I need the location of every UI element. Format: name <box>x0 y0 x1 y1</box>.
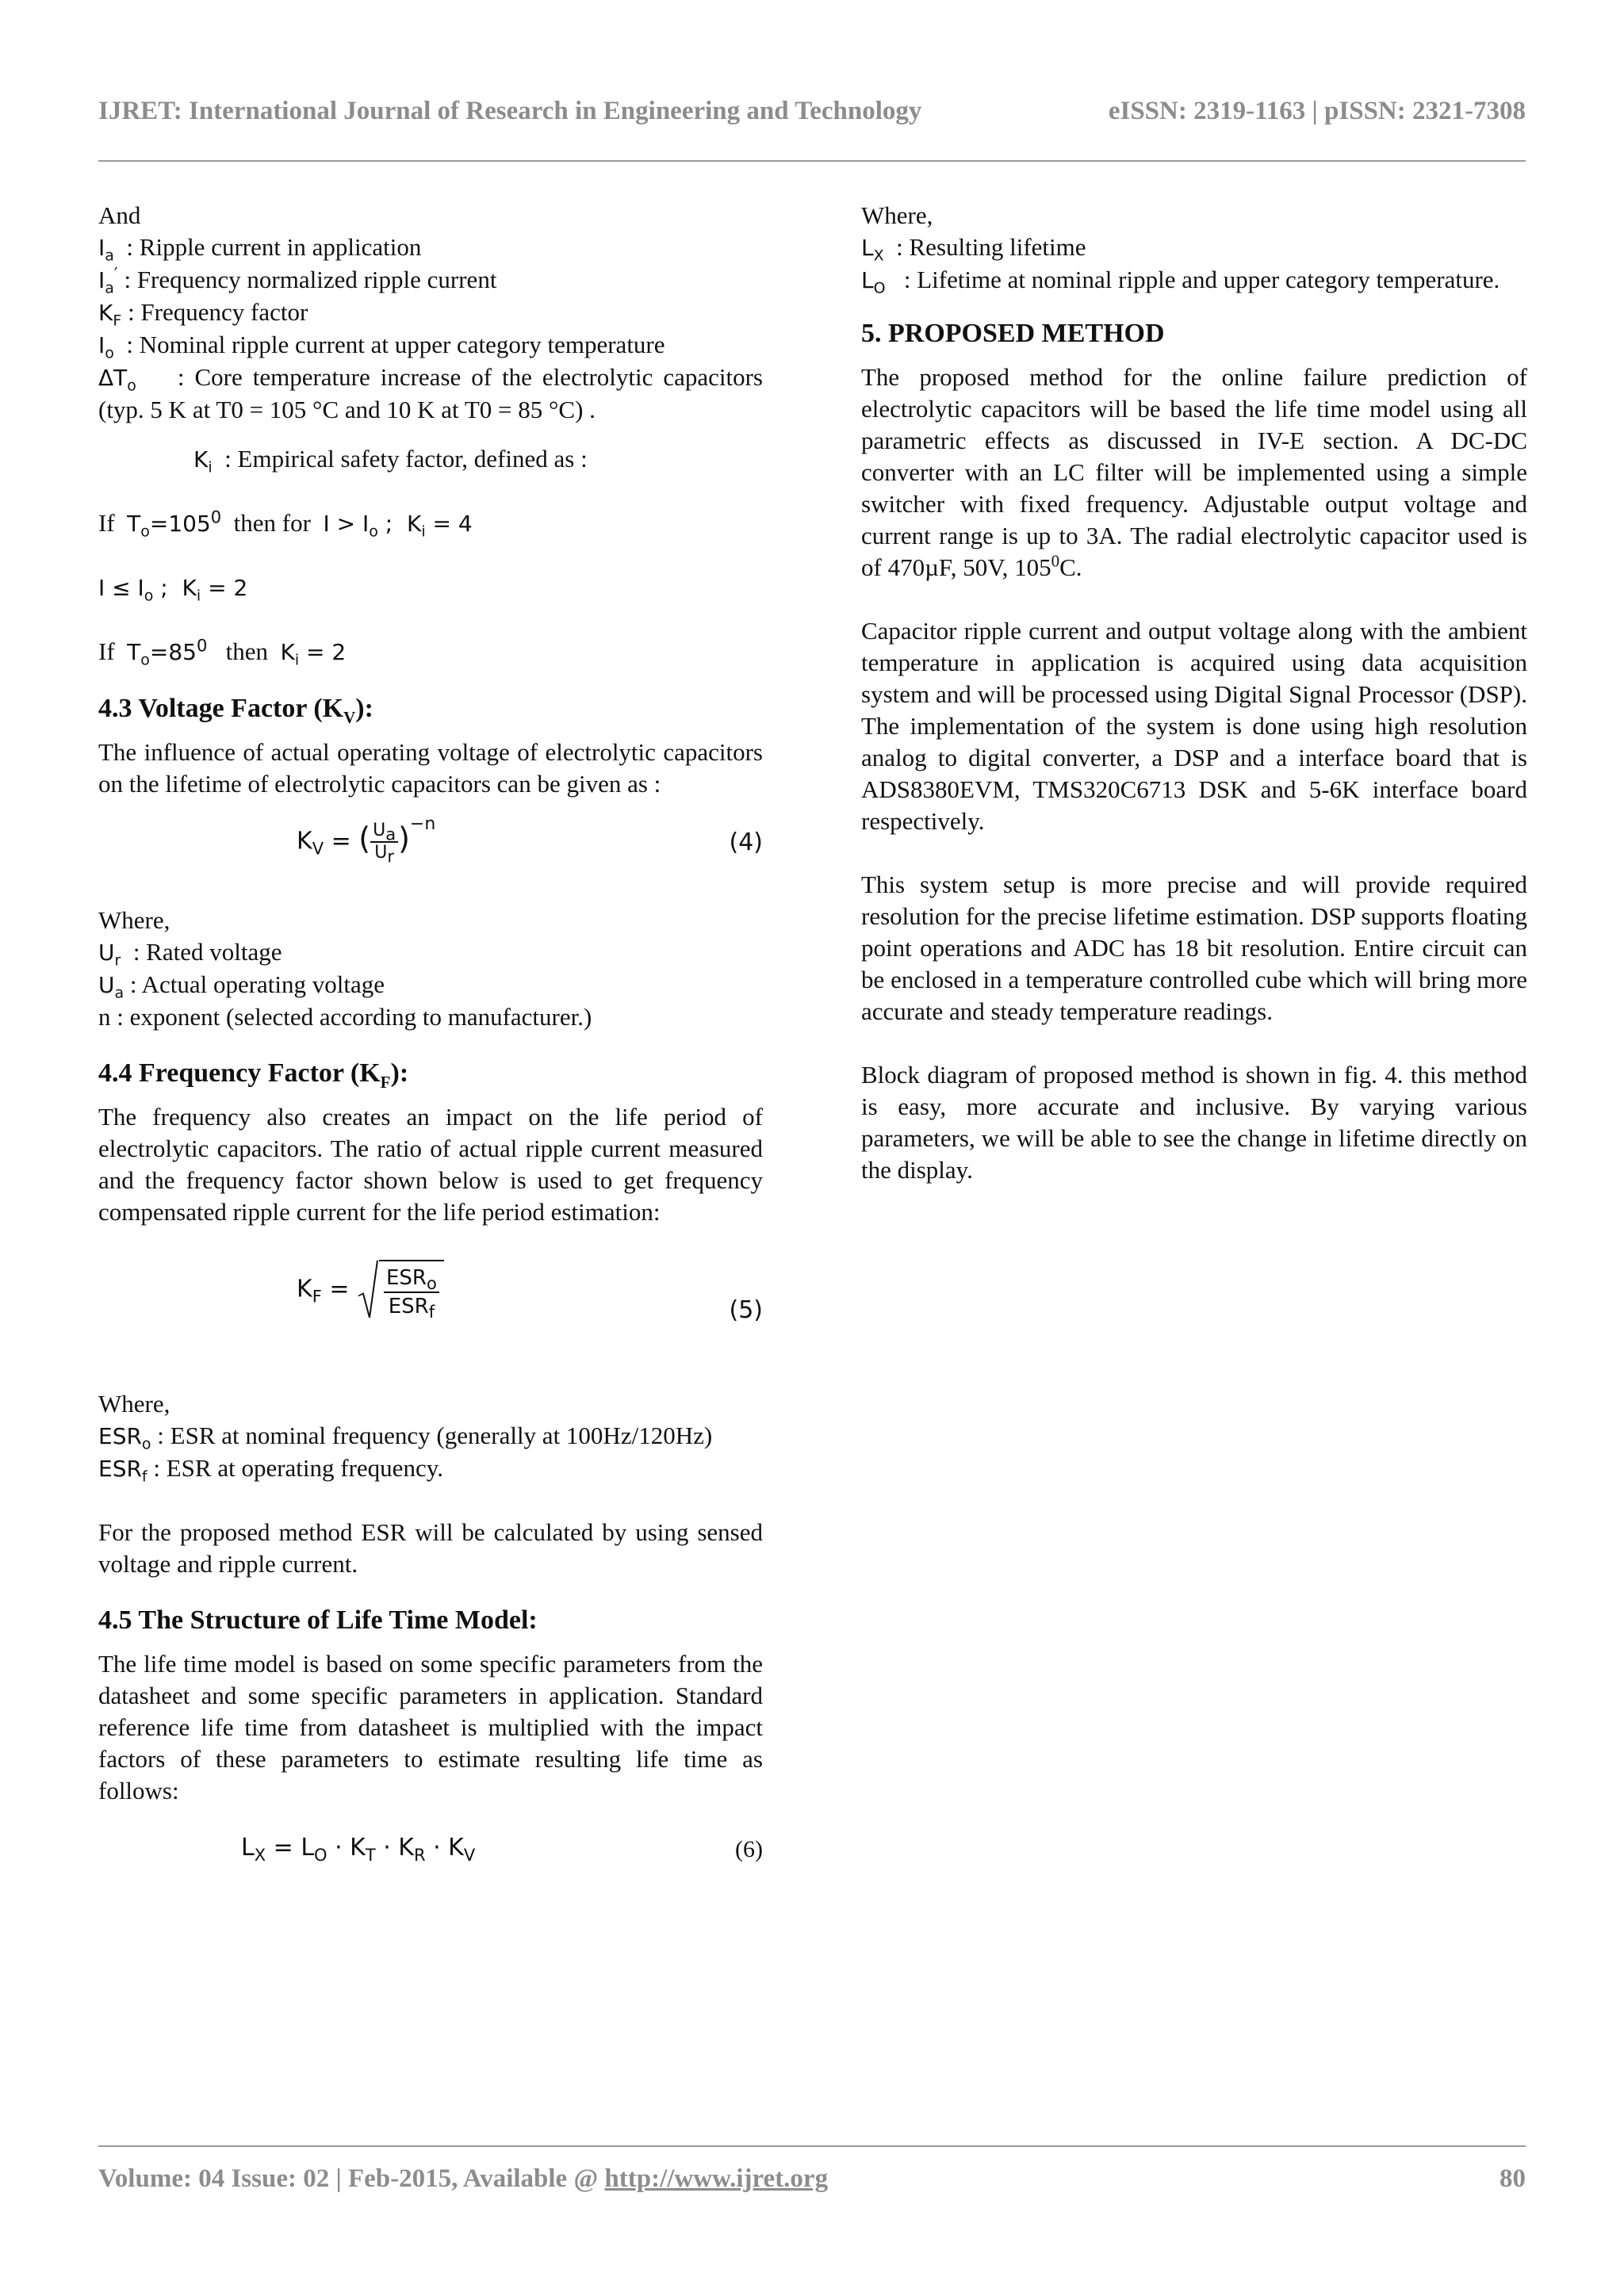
where-1: Where, <box>98 906 170 934</box>
page-number: 80 <box>1500 2164 1526 2193</box>
symbol-ia-prime: $I_a'$ <box>98 264 118 297</box>
section-5-heading: 5. PROPOSED METHOD <box>861 319 1165 348</box>
section-4-5-text: The life time model is based on some specific parameters from the datasheet and some specific parameters in application. Standard reference life time from datasheet is multiplied with the impact factors of these parameters to estimate resulting life time as follows: <box>98 1650 763 1804</box>
def-ia: $I_a$ : Ripple current in application <box>98 233 422 265</box>
def-esrf: $ESR_f$ : ESR at operating frequency. <box>98 1454 443 1486</box>
symbol-ia: $I_a$ <box>98 235 114 265</box>
journal-link[interactable]: http://www.ijret.org <box>604 2164 829 2193</box>
header-rule <box>98 160 1526 162</box>
where-2: Where, <box>98 1390 170 1418</box>
section-5-para-4: Block diagram of proposed method is shown in fig. 4. this method is easy, more accurate and inclusive. By varying various parameters, we will be able to see the change in lifetime directly on the display. <box>861 1061 1527 1184</box>
symbol-delta-to: $\Delta T_o$ <box>98 365 136 395</box>
equation-4: $K_V$ = ( $\frac{U_a}{U_r}$ )$^{-n}$ (4) <box>297 813 763 867</box>
page-footer <box>98 2164 1526 2204</box>
equation-5: $K_F$ = $\frac{ESR_o}{ESR_f}$ (5) <box>98 1246 763 1380</box>
section-5-para-3: This system setup is more precise and will provide required resolution for the precise lifetime estimation. DSP supports floating point operations and ADC has 18 bit resolution. Entire circuit can be enclosed in a temperature controlled cube which will bring more accurate and steady temperature readings. <box>861 871 1527 1025</box>
issn: eISSN: 2319-1163 | pISSN: 2321-7308 <box>1108 97 1526 125</box>
condition-2: $I \le I_o$ ; $K_i = 2$ <box>98 575 248 605</box>
def-ua: $U_a$ : Actual operating voltage <box>98 970 385 1002</box>
def-dto: $\Delta T_o$ : Core temperature increase of the electrolytic capacitors (typ. 5 K at T0 = 105 °C and 10 K at T0 = 85 °C) . <box>98 363 764 423</box>
left-column <box>98 200 763 1888</box>
and-text: And <box>98 201 141 229</box>
def-kf: $K_F$ : Frequency factor <box>98 298 308 330</box>
def-io: $I_o$ : Nominal ripple current at upper category temperature <box>98 331 665 362</box>
symbol-io: $I_o$ <box>98 332 114 362</box>
esr-text: For the proposed method ESR will be calculated by using sensed voltage and ripple current. <box>98 1518 763 1578</box>
condition-1: If $T_o=105^0$ then for $I > I_o$ ; $K_i = 4$ <box>98 507 473 541</box>
section-4-5-heading: 4.5 The Structure of Life Time Model: <box>98 1605 538 1635</box>
condition-3: If $T_o=85^0$ then $K_i = 2$ <box>98 636 347 669</box>
section-4-4-heading: 4.4 Frequency Factor $(K_F)$: <box>98 1058 409 1092</box>
symbol-kf: $K_F$ <box>98 300 122 330</box>
right-column <box>861 200 1527 1186</box>
page-header <box>98 97 1526 136</box>
section-5-para-1: The proposed method for the online failure prediction of electrolytic capacitors will be based the life time model using all parametric effects as discussed in IV-E section. A DC-DC converter with an LC filter will be implemented using a simple switcher with fixed frequency. Adjustable output voltage and current range is up to 3A. The radial electrolytic capacitor used is of 470µF, 50V, $105^0C$. <box>861 363 1527 581</box>
section-4-3-heading: 4.3 Voltage Factor $(K_V)$: <box>98 694 373 727</box>
section-5-para-2: Capacitor ripple current and output voltage along with the ambient temperature in application is acquired using data acquisition system and will be processed using Digital Signal Processor (DSP). The implementation of the system is done using high resolution analog to digital converter, a DSP and a interface board that is ADS8380EVM, TMS320C6713 DSK and 5-6K interface board respectively. <box>861 617 1527 835</box>
equation-6: $L_X = L_O \cdot K_T \cdot K_R \cdot K_V$ (6) <box>241 1834 763 1865</box>
def-ki: $K_i$ : Empirical safety factor, defined as : <box>193 445 588 476</box>
def-lx: $L_X$ : Resulting lifetime <box>861 233 1086 265</box>
section-4-3-text: The influence of actual operating voltage of electrolytic capacitors on the lifetime of electrolytic capacitors can be given as : <box>98 738 763 798</box>
def-esro: $ESR_o$ : ESR at nominal frequency (generally at 100Hz/120Hz) <box>98 1422 713 1453</box>
volume-info: Volume: 04 Issue: 02 | Feb-2015, Available @ http://www.ijret.org <box>98 2164 829 2193</box>
def-ur: $U_r$ : Rated voltage <box>98 938 282 970</box>
def-n: n : exponent (selected according to manufacturer.) <box>98 1003 592 1031</box>
def-lo: $L_O$ : Lifetime at nominal ripple and upper category temperature. <box>861 266 1500 297</box>
section-4-4-text: The frequency also creates an impact on the life period of electrolytic capacitors. The ratio of actual ripple current measured and the frequency factor shown below is used to get frequency compensated ripple current for the life period estimation: <box>98 1103 763 1226</box>
def-ia-prime: $I_a'$ : Frequency normalized ripple current <box>98 264 497 297</box>
footer-rule <box>98 2145 1526 2147</box>
where-right: Where, <box>861 201 933 229</box>
journal-name: IJRET: International Journal of Research in Engineering and Technology <box>98 97 922 125</box>
symbol-ki: $K_i$ <box>193 446 213 476</box>
